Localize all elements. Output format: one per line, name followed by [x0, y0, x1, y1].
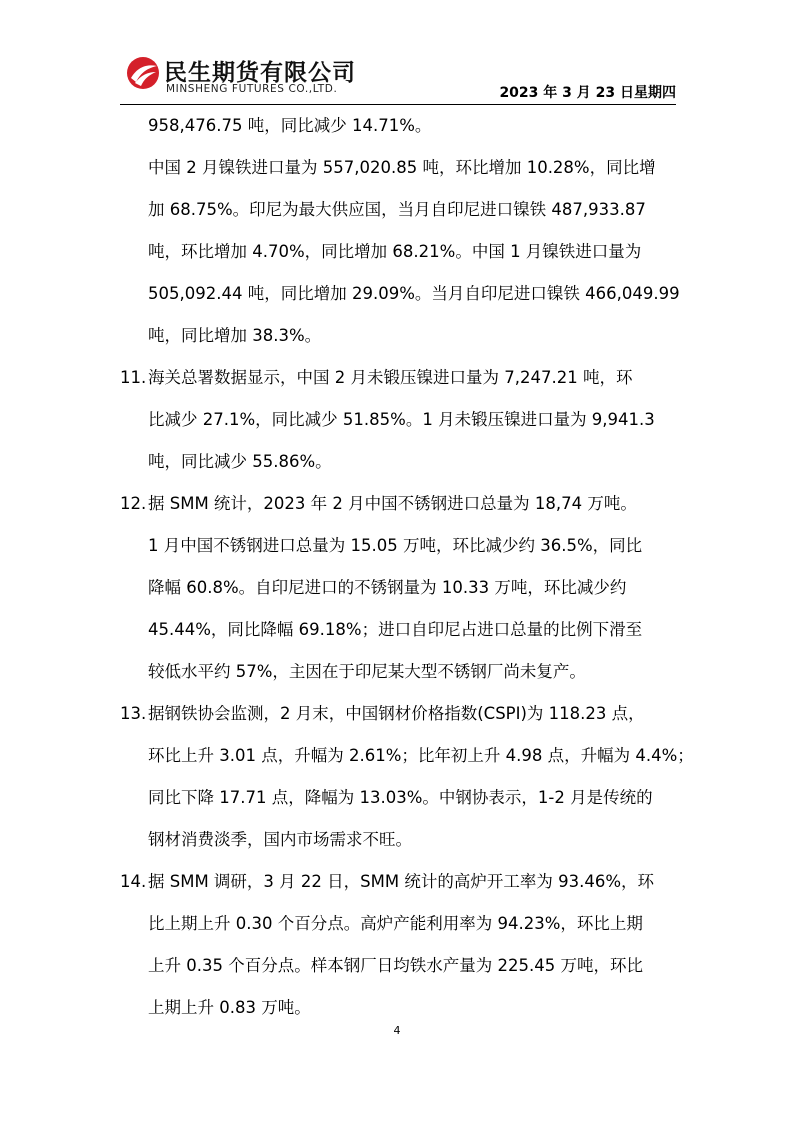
text-line: 吨，同比增加 38.3%。: [148, 326, 322, 345]
text-line: 上期上升 0.83 万吨。: [148, 998, 311, 1017]
text-line: 海关总署数据显示，中国 2 月未锻压镍进口量为 7,247.21 吨，环: [148, 368, 633, 387]
text-line: 较低水平约 57%，主因在于印尼某大型不锈钢厂尚未复产。: [148, 662, 586, 681]
text-line: 比上期上升 0.30 个百分点。高炉产能利用率为 94.23%，环比上期: [148, 914, 643, 933]
header-divider: [120, 104, 676, 105]
list-number: 12.: [120, 494, 147, 513]
text-line: 吨，同比减少 55.86%。: [148, 452, 332, 471]
text-line: 据钢铁协会监测，2 月末，中国钢材价格指数(CSPI)为 118.23 点，: [148, 704, 645, 723]
text-line: 环比上升 3.01 点，升幅为 2.61%；比年初上升 4.98 点，升幅为 4.4%；: [148, 746, 694, 765]
list-number: 14.: [120, 872, 147, 891]
text-line: 958,476.75 吨，同比减少 14.71%。: [148, 116, 432, 135]
text-line: 比减少 27.1%，同比减少 51.85%。1 月未锻压镍进口量为 9,941.3: [148, 410, 655, 429]
text-line: 1 月中国不锈钢进口总量为 15.05 万吨，环比减少约 36.5%，同比: [148, 536, 643, 555]
text-line: 吨，环比增加 4.70%，同比增加 68.21%。中国 1 月镍铁进口量为: [148, 242, 642, 261]
list-number: 13.: [120, 704, 147, 723]
text-line: 45.44%，同比降幅 69.18%；进口自印尼占进口总量的比例下滑至: [148, 620, 643, 639]
list-item-14: [120, 862, 654, 902]
text-line: 据 SMM 调研，3 月 22 日，SMM 统计的高炉开工率为 93.46%，环: [148, 872, 655, 891]
list-item-12: [120, 484, 637, 524]
text-line: 505,092.44 吨，同比增加 29.09%。当月自印尼进口镍铁 466,049.99: [148, 284, 680, 303]
page-number: 4: [393, 1024, 401, 1037]
list-number: 11.: [120, 368, 147, 387]
company-name-cn: 民生期货有限公司: [164, 60, 356, 86]
text-line: 降幅 60.8%。自印尼进口的不锈钢量为 10.33 万吨，环比减少约: [148, 578, 627, 597]
company-name-en: MINSHENG FUTURES CO.,LTD.: [166, 83, 338, 95]
company-logo-icon: [126, 56, 160, 90]
text-line: 中国 2 月镍铁进口量为 557,020.85 吨，环比增加 10.28%，同比增: [148, 158, 656, 177]
text-line: 加 68.75%。印尼为最大供应国，当月自印尼进口镍铁 487,933.87: [148, 200, 646, 219]
text-line: 上升 0.35 个百分点。样本钢厂日均铁水产量为 225.45 万吨，环比: [148, 956, 643, 975]
list-item-11: [120, 358, 632, 398]
text-line: 钢材消费淡季，国内市场需求不旺。: [148, 830, 412, 849]
report-date: 2023 年 3 月 23 日星期四: [499, 85, 676, 101]
text-line: 同比下降 17.71 点，降幅为 13.03%。中钢协表示，1-2 月是传统的: [148, 788, 653, 807]
page-header: [120, 50, 676, 102]
list-item-13: [120, 694, 645, 734]
text-line: 据 SMM 统计，2023 年 2 月中国不锈钢进口总量为 18,74 万吨。: [148, 494, 637, 513]
